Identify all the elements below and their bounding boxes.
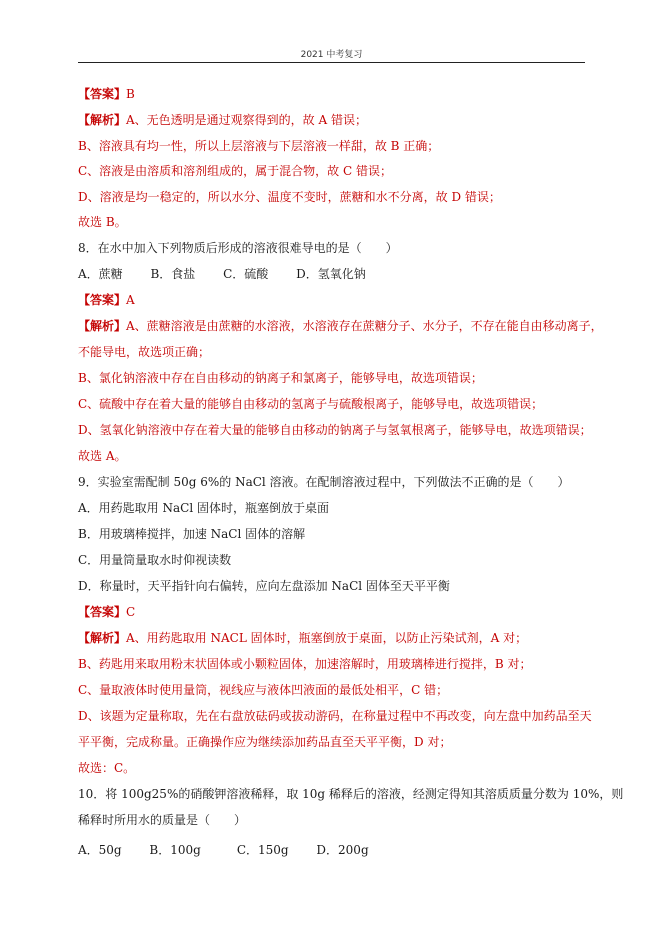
line-text: 故选：C。 [78, 761, 136, 775]
text-line-q9c [78, 552, 588, 568]
line-text: A．蔗糖 B．食盐 C．硫酸 D．氢氧化钠 [78, 267, 366, 281]
line-text: C、量取液体时使用量筒，视线应与液体凹液面的最低处相平，C 错； [78, 683, 449, 697]
text-line-exp8b [78, 370, 588, 386]
text-line-q9a [78, 500, 588, 516]
text-line-ans9 [78, 604, 588, 620]
text-line-q8 [78, 240, 588, 256]
line-text: D、溶液是均一稳定的，所以水分、温度不变时，蔗糖和水不分离，故 D 错误； [78, 190, 501, 204]
line-text: A [126, 293, 135, 307]
line-text: C [126, 605, 136, 619]
text-line-q10opts [78, 842, 588, 858]
page-header: 2021 中考复习 [300, 50, 363, 60]
text-line-exp7a [78, 112, 588, 128]
text-line-exp9d2 [78, 734, 588, 750]
line-text: D、氢氧化钠溶液中存在着大量的能够自由移动的钠离子与氢氧根离子，能够导电，故选项错误； [78, 423, 592, 437]
answer-label: 【答案】 [78, 293, 127, 307]
text-line-exp7c [78, 163, 588, 179]
line-text: C、硫酸中存在着大量的能够自由移动的氢离子与硫酸根离子，能够导电，故选项错误； [78, 397, 544, 411]
text-line-exp8c [78, 396, 588, 412]
header-rule [78, 62, 585, 63]
text-line-q9d [78, 578, 588, 594]
line-text: C、溶液是由溶质和溶剂组成的，属于混合物，故 C 错误； [78, 164, 392, 178]
line-text: 故选 B。 [78, 215, 127, 229]
line-text: 稀释时所用水的质量是（ ） [78, 813, 247, 827]
line-text: D、该题为定量称取，先在右盘放砝码或拔动游码，在称量过程中不再改变，向左盘中加药品至天 [78, 709, 592, 723]
text-line-exp9c [78, 682, 588, 698]
line-text: D．称量时，天平指针向右偏转，应向左盘添加 NaCl 固体至天平平衡 [78, 579, 450, 593]
text-line-q9 [78, 474, 588, 490]
text-line-sel9 [78, 760, 588, 776]
line-text: B、氯化钠溶液中存在自由移动的钠离子和氯离子，能够导电，故选项错误； [78, 371, 483, 385]
text-line-exp8a2 [78, 344, 588, 360]
line-text: 10．将 100g25%的硝酸钾溶液稀释，取 10g 稀释后的溶液，经测定得知其溶质质量分数为 10%，则 [78, 787, 624, 801]
line-text: B、药匙用来取用粉末状固体或小颗粒固体，加速溶解时，用玻璃棒进行搅拌，B 对； [78, 657, 532, 671]
text-line-exp8a [78, 318, 603, 334]
line-text: 9．实验室需配制 50g 6%的 NaCl 溶液。在配制溶液过程中，下列做法不正确的是（ ） [78, 475, 570, 489]
text-line-q8opts [78, 266, 588, 282]
line-text: A．50g B．100g C．150g D．200g [78, 843, 369, 857]
text-line-exp7b [78, 138, 588, 154]
text-line-sel8 [78, 448, 588, 464]
line-text: 不能导电，故选项正确； [78, 345, 211, 359]
line-text: 平平衡，完成称量。正确操作应为继续添加药品直至天平平衡，D 对； [78, 735, 452, 749]
line-text: A、用药匙取用 NACL 固体时，瓶塞倒放于桌面，以防止污染试剂，A 对； [126, 631, 528, 645]
text-line-exp9d [78, 708, 592, 724]
text-line-q10b [78, 812, 588, 828]
analysis-label: 【解析】 [78, 113, 127, 127]
line-text: B．用玻璃棒搅拌，加速 NaCl 固体的溶解 [78, 527, 306, 541]
line-text: A、蔗糖溶液是由蔗糖的水溶液，水溶液存在蔗糖分子、水分子，不存在能自由移动离子， [126, 319, 603, 333]
line-text: A．用药匙取用 NaCl 固体时，瓶塞倒放于桌面 [78, 501, 329, 515]
answer-label: 【答案】 [78, 605, 127, 619]
text-line-ans8 [78, 292, 588, 308]
line-text: 故选 A。 [78, 449, 127, 463]
text-line-exp9a [78, 630, 588, 646]
line-text: B、溶液具有均一性，所以上层溶液与下层溶液一样甜，故 B 正确； [78, 139, 440, 153]
text-line-sel7 [78, 214, 588, 230]
line-text: A、无色透明是通过观察得到的，故 A 错误； [126, 113, 367, 127]
answer-label: 【答案】 [78, 87, 127, 101]
analysis-label: 【解析】 [78, 319, 127, 333]
text-line-exp9b [78, 656, 588, 672]
line-text: 8．在水中加入下列物质后形成的溶液很难导电的是（ ） [78, 241, 398, 255]
text-line-q9b [78, 526, 588, 542]
line-text: B [126, 87, 135, 101]
text-line-exp7d [78, 189, 588, 205]
text-line-ans7 [78, 86, 588, 102]
text-line-q10 [78, 786, 624, 802]
line-text: C．用量筒量取水时仰视读数 [78, 553, 232, 567]
text-line-exp8d [78, 422, 592, 438]
analysis-label: 【解析】 [78, 631, 127, 645]
